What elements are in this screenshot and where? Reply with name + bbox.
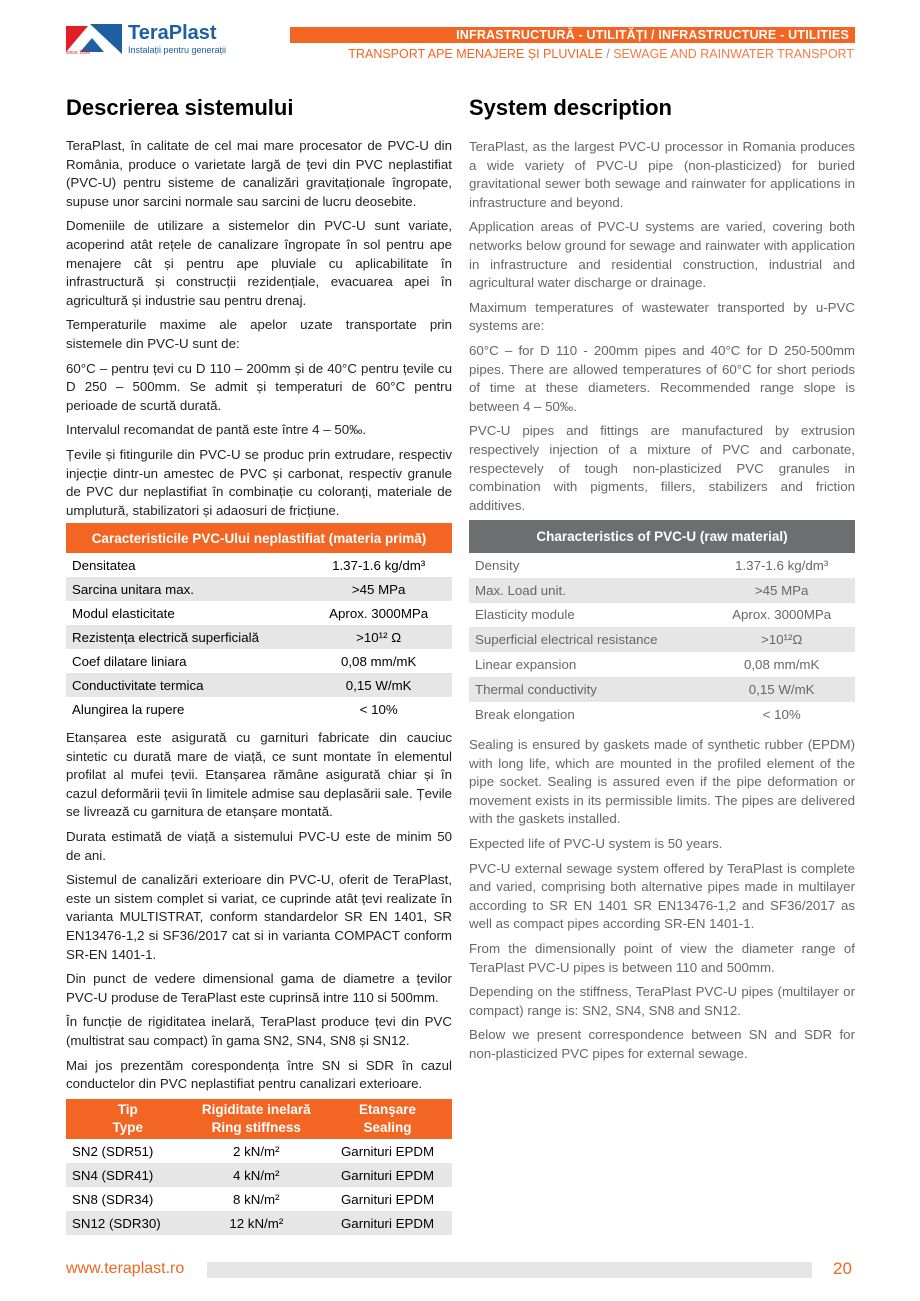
table-cell: Elasticity module [475, 607, 575, 623]
table-cell: 12 kN/m² [190, 1211, 323, 1235]
table-cell: Sarcina unitara max. [66, 577, 305, 601]
table-cell: 4 kN/m² [190, 1163, 323, 1187]
table-row [66, 1211, 452, 1235]
subcategory-en: SEWAGE AND RAINWATER TRANSPORT [613, 47, 854, 61]
paragraph: Durata estimată de viață a sistemului PVC-U este de minim 50 de ani. [66, 828, 452, 863]
paragraph: From the dimensionally point of view the diameter range of TeraPlast PVC-U pipes is between 110 and 500mm. [469, 940, 855, 975]
paragraph: Expected life of PVC-U system is 50 years. [469, 835, 723, 851]
column-header [323, 1099, 452, 1139]
table-cell: Thermal conductivity [469, 677, 708, 702]
table-cell: 1.37-1.6 kg/dm³ [332, 557, 426, 573]
table-cell: SN8 (SDR34) [72, 1191, 154, 1207]
column-header-line: Tip [117, 1102, 138, 1117]
paragraph: PVC-U external sewage system offered by TeraPlast is complete and varied, comprising both alternative pipes made in multilayer according to SR EN 1401 SR EN13476-1,2 and SF36/2017 as well as compact pipes according SR-EN 1401-1. [469, 860, 855, 932]
subcategory-sep: / [602, 47, 614, 61]
table-cell: Superficial electrical resistance [469, 627, 708, 652]
paragraph: TeraPlast, as the largest PVC-U processor in Romania produces a wide variety of PVC-U pipe (non-plasticized) for buried gravitational sewer both sewage and rainwater for applications in infrastructure and beyond. [469, 139, 855, 210]
table-cell: 0,08 mm/mK [743, 657, 820, 673]
paragraph: Maximum temperatures of wastewater transported by u-PVC systems are: [469, 299, 855, 334]
table-row [469, 603, 855, 628]
table-row [66, 601, 452, 625]
paragraph: Application areas of PVC-U systems are varied, covering both networks below ground for sewage and rainwater with application in infrastructure and residential construction, industrial and agricultural water discharge or drainage. [469, 219, 855, 291]
column-header-line: Sealing [363, 1120, 412, 1135]
paragraph: În funcție de rigiditatea inelară, TeraPlast produce țevi din PVC (multistrat sau compact) în gama SN2, SN4, SN8 și SN12. [66, 1014, 452, 1048]
table-cell: >10¹² Ω [305, 625, 452, 649]
subcategory-ro: TRANSPORT APE MENAJERE ȘI PLUVIALE [348, 47, 603, 61]
table-cell: SN2 (SDR51) [72, 1143, 154, 1159]
table-header: Caracteristicile PVC-Ului neplastifiat (materia primă) [66, 523, 452, 553]
table-cell: Conductivitate termica [66, 673, 305, 697]
column-header [190, 1099, 323, 1139]
column-header-line: Ring stiffness [211, 1120, 301, 1135]
table-cell: SN4 (SDR41) [66, 1163, 190, 1187]
ro-title: Descrierea sistemului [66, 95, 294, 120]
paragraph: Intervalul recomandat de pantă este între 4 – 50‰. [66, 422, 367, 438]
table-cell: 0,08 mm/mK [340, 653, 417, 669]
table-cell: < 10% [359, 701, 398, 717]
table-row [469, 553, 855, 578]
column-header-line: Type [112, 1120, 144, 1135]
paragraph: PVC-U pipes and fittings are manufactured by extrusion respectively injection of a mixture of PVC and carbonate, respectevely of tough non-plasticized PVC granules in combination with pigments, fillers, stabilizers and friction additives. [469, 423, 855, 513]
table-row [66, 577, 452, 601]
en-paras2 [469, 736, 855, 1070]
brand-tagline: Instalații pentru generații [128, 45, 227, 55]
column-header-line: Etanşare [358, 1102, 417, 1117]
table-cell: 8 kN/m² [233, 1191, 280, 1207]
table-cell: >10¹²Ω [708, 627, 855, 652]
subcategory [348, 47, 854, 61]
paragraph: Below we present correspondence between SN and SDR for non-plasticized PVC pipes for external sewage. [469, 1027, 855, 1061]
table-cell: Garnituri EPDM [340, 1143, 435, 1159]
table-row [469, 627, 855, 652]
ro-characteristics-table [66, 523, 452, 721]
table-row [66, 1187, 452, 1211]
table-row [469, 677, 855, 702]
ro-paras2 [66, 729, 452, 1100]
table-cell: 1.37-1.6 kg/dm³ [735, 557, 829, 573]
table-row [66, 1163, 452, 1187]
paragraph: Mai jos prezentăm corespondența între SN si SDR în cazul conductelor din PVC neplastifiat pentru canalizari exterioare. [66, 1057, 452, 1092]
en-paras1 [469, 138, 855, 521]
table-cell: Aprox. 3000MPa [329, 605, 429, 621]
since-label: since 1896 [66, 50, 91, 56]
table-row [469, 652, 855, 677]
paragraph: Depending on the stiffness, TeraPlast PVC-U pipes (multilayer or compact) range is: SN2, SN4, SN8 and SN12. [469, 984, 855, 1018]
table-cell: 2 kN/m² [233, 1143, 280, 1159]
table-row [66, 1139, 452, 1163]
ro-paras1 [66, 137, 452, 526]
table-cell: Max. Load unit. [469, 578, 708, 603]
paragraph: Etanșarea este asigurată cu garnituri fabricate din cauciuc sintetic cu durată mare de viață, ce sunt montate în elementul profilat al mufei țevii. Etanșarea rămâne asigurată chiar și în cazul deformării țevii în limitele admise sau deplasării sale. Țevile se livrează cu garnitura de etanșare montată. [66, 730, 452, 820]
table-row [66, 625, 452, 649]
table-cell: Coef dilatare liniara [72, 653, 187, 669]
table-cell: Modul elasticitate [72, 605, 175, 621]
brand-name: TeraPlast [128, 22, 217, 44]
table-cell: Rezistența electrică superficială [66, 625, 305, 649]
en-characteristics-table [469, 520, 855, 727]
paragraph: Sealing is ensured by gaskets made of synthetic rubber (EPDM) with long life, which are mounted in the profiled element of the pipe socket. Sealing is assured even if the pipe deformation or movement exists in its permissible limits. The pipes are delivered with the gaskets installed. [469, 737, 855, 827]
table-row [469, 578, 855, 603]
table-row [66, 649, 452, 673]
table-row [469, 702, 855, 727]
table-cell: < 10% [762, 706, 801, 722]
table-cell: Break elongation [475, 706, 575, 722]
paragraph: Domeniile de utilizare a sistemelor din PVC-U sunt variate, acoperind atât rețele de canalizare îngropate în sol pentru ape menajere cât și pentru ape pluviale cu aplicabilitate în infrastructură și construcții rezidențiale, evacuarea apei în agricultură și industrie sau pentru drenaj. [66, 218, 452, 308]
table-row [66, 697, 452, 721]
en-title: System description [469, 95, 672, 120]
table-cell: Densitatea [72, 557, 136, 573]
paragraph: Temperaturile maxime ale apelor uzate transportate prin sistemele din PVC-U sunt de: [66, 317, 452, 351]
category-bar: INFRASTRUCTURĂ - UTILITĂȚI / INFRASTRUCTURE - UTILITIES [290, 27, 855, 43]
column-header [66, 1099, 190, 1139]
teraplast-logo [66, 22, 236, 58]
table-cell: Aprox. 3000MPa [732, 607, 832, 623]
paragraph: 60°C – pentru țevi cu D 110 – 200mm și de 40°C pentru țevile cu D 250 – 500mm. Se admit și temperaturi de 60°C pentru perioade de scurtă durată. [66, 360, 452, 413]
paragraph: 60°C – for D 110 - 200mm pipes and 40°C for D 250-500mm pipes. There are allowed temperatures of 60°C for short periods of time at these diameters. Recommended range slope is between 4 – 50‰. [469, 342, 855, 414]
table-row [66, 553, 452, 577]
table-cell: Density [475, 557, 520, 573]
page-number: 20 [833, 1259, 852, 1278]
table-header: Characteristics of PVC-U (raw material) [469, 520, 855, 553]
table-cell: SN12 (SDR30) [66, 1211, 190, 1235]
paragraph: Țevile și fitingurile din PVC-U se produc prin extrudare, respectiv injecție dintr-un amestec de PVC și carbonat, respectiv granule de PVC dur neplastifiat în combinație cu coloranți, materiale de umplutură, stabilizatori și adaosuri de fricțiune. [66, 446, 452, 518]
table-cell: Linear expansion [475, 657, 577, 673]
sn-sdr-table [66, 1099, 452, 1235]
column-header-line: Rigiditate inelară [201, 1102, 311, 1117]
table-cell: Garnituri EPDM [323, 1163, 452, 1187]
footer-bar [207, 1262, 812, 1278]
paragraph: Sistemul de canalizări exterioare din PVC-U, oferit de TeraPlast, este un sistem complet si variat, ce cuprinde atât țevi realizate în varianta MULTISTRAT, conform standardelor SR EN 1401, SR EN13476-1,2 si SF36/2017 cat si in varianta COMPACT conform SR-EN 1401-1. [66, 872, 452, 962]
table-cell: 0,15 W/mK [708, 677, 855, 702]
footer-url[interactable]: www.teraplast.ro [66, 1260, 185, 1277]
table-cell: 0,15 W/mK [305, 673, 452, 697]
table-cell: Garnituri EPDM [340, 1191, 435, 1207]
paragraph: TeraPlast, în calitate de cel mai mare procesator de PVC-U din România, produce o varietate largă de țevi din PVC neplastifiat (PVC-U) pentru sisteme de canalizări gravitaționale îngropate, supuse unor sarcini normale sau sarcini de lucru deosebite. [66, 138, 452, 209]
table-cell: >45 MPa [305, 577, 452, 601]
table-row [66, 673, 452, 697]
paragraph: Din punct de vedere dimensional gama de diametre a țevilor PVC-U produse de TeraPlast este cuprinsă intre 110 si 500mm. [66, 971, 452, 1005]
table-cell: Alungirea la rupere [72, 701, 185, 717]
table-cell: >45 MPa [708, 578, 855, 603]
table-cell: Garnituri EPDM [323, 1211, 452, 1235]
